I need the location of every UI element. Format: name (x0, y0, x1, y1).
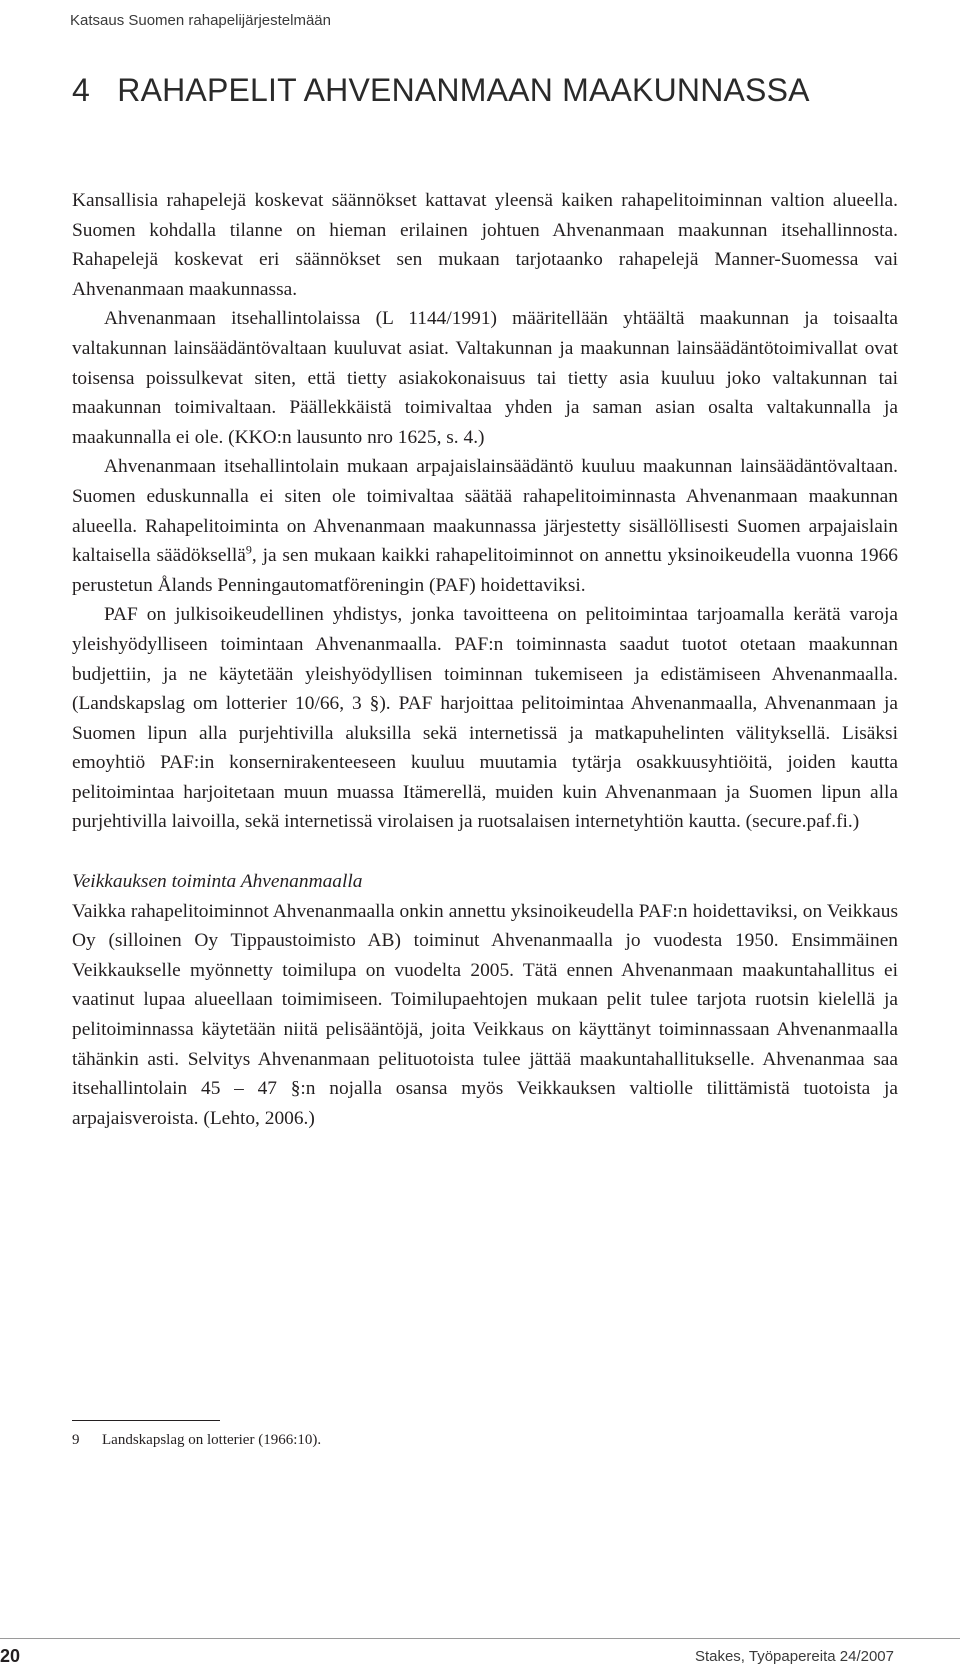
paragraph-4: PAF on julkisoikeudellinen yhdistys, jonka tavoitteena on pelitoimintaa tarjoamalla kerätä varoja yleishyödylliseen toimintaan Ahvenanmaalla. PAF:n toiminnasta saadut tuotot otetaan maakunnan budjettiin, ja ne käytetään yleishyödyllisen toiminnan tukemiseen ja edistämiseen Ahvenanmaalla. (Landskapslag om lotterier 10/66, 3 §). PAF harjoittaa pelitoimintaa Ahvenanmaalla, Ahvenanmaan ja Suomen lipun alla purjehtivilla aluksilla sekä internetissä ja matkapuhelinten välityksellä. Lisäksi emoyhtiö PAF:in konsernirakenteeseen kuuluu muutamia tytärja osakkuusyhtiöitä, joiden kautta pelitoimintaa harjoitetaan muun muassa Itämerellä, muiden kuin Ahvenanmaan ja Suomen lipun alla purjehtivilla laivoilla, sekä internetissä virolaisen ja ruotsalaisen internetyhtiön kautta. (secure.paf.fi.) (72, 604, 898, 833)
paragraph-3-text-b: , ja sen mukaan kaikki rahapelitoiminnot on annettu yksinoikeudella vuonna 1966 perustetun Ålands Penningautomatföreningin (PAF) hoidettaviksi. (72, 545, 898, 596)
chapter-title: 4 RAHAPELIT AHVENANMAAN MAAKUNNASSA (72, 72, 810, 108)
footnote-divider (72, 1420, 220, 1421)
footnote-text: Landskapslag on lotterier (1966:10). (102, 1432, 322, 1448)
paragraph-3-text-a: Ahvenanmaan itsehallintolain mukaan arpajaislainsäädäntö kuuluu maakunnan lainsäädäntövaltaan. Suomen eduskunnalla ei siten ole toimivaltaa säätää rahapelitoiminnasta Ahvenanmaan maakunnan alueella. Rahapelitoiminta on Ahvenanmaan maakunnassa järjestetty sisällöllisesti Suomen arpajaislain kaltaisella säädöksellä (72, 456, 898, 567)
body-text (72, 186, 898, 1133)
running-header: Katsaus Suomen rahapelijärjestelmään (70, 12, 331, 29)
footer-divider (0, 1638, 960, 1639)
paragraph-3 (72, 452, 898, 600)
page-number: 20 (0, 1646, 21, 1666)
footnote-number: 9 (72, 1432, 80, 1448)
paragraph-2: Ahvenanmaan itsehallintolaissa (L 1144/1991) määritellään yhtäältä maakunnan ja toisaalta valtakunnan lainsäädäntövaltaan kuuluvat asiat. Valtakunnan ja maakunnan lainsäädäntötoimivallat ovat toisensa poissulkevat siten, että tietty asiakokonaisuus tai tietty asia kuuluu joko valtakunnan tai maakunnan toimivaltaan. Päällekkäistä toimivaltaa yhden ja saman asian osalta valtakunnalla ja maakunnalla ei ole. (KKO:n lausunto nro 1625, s. 4.) (72, 308, 898, 448)
section-gap (72, 837, 898, 867)
publication-info: Stakes, Työpapereita 24/2007 (694, 1648, 894, 1665)
paragraph-5: Vaikka rahapelitoiminnot Ahvenanmaalla onkin annettu yksinoikeudella PAF:n hoidettaviksi, on Veikkaus Oy (silloinen Oy Tippaustoimisto AB) toiminut Ahvenanmaalla jo vuodesta 1950. Ensimmäinen Veikkaukselle myönnetty toimilupa on vuodelta 2005. Tätä ennen Ahvenanmaan maakuntahallitus ei vaatinut lupaa alueellaan toimimiseen. Toimilupaehtojen mukaan pelit tulee tarjota ruotsin kielellä ja pelitoiminnassa käytetään niitä pelisääntöjä, joita Veikkaus on käyttänyt toiminnassaan Ahvenanmaalla tähänkin asti. Selvitys Ahvenanmaan pelituotoista tulee jättää maakuntahallitukselle. Ahvenanmaa saa itsehallintolain 45 – 47 §:n nojalla osansa myös Veikkauksen valtiolle tilittämistä tuotoista ja arpajaisveroista. (Lehto, 2006.) (72, 900, 898, 1129)
paragraph-1: Kansallisia rahapelejä koskevat säännökset kattavat yleensä kaiken rahapelitoiminnan valtion alueella. Suomen kohdalla tilanne on hieman erilainen johtuen Ahvenanmaan maakunnan itsehallinnosta. Rahapelejä koskevat eri säännökset sen mukaan tarjotaanko rahapelejä Manner-Suomessa vai Ahvenanmaan maakunnassa. (72, 190, 898, 300)
footnote (72, 1432, 321, 1449)
section-subheading: Veikkauksen toiminta Ahvenanmaalla (72, 871, 363, 893)
footnote-reference: 9 (245, 542, 252, 557)
